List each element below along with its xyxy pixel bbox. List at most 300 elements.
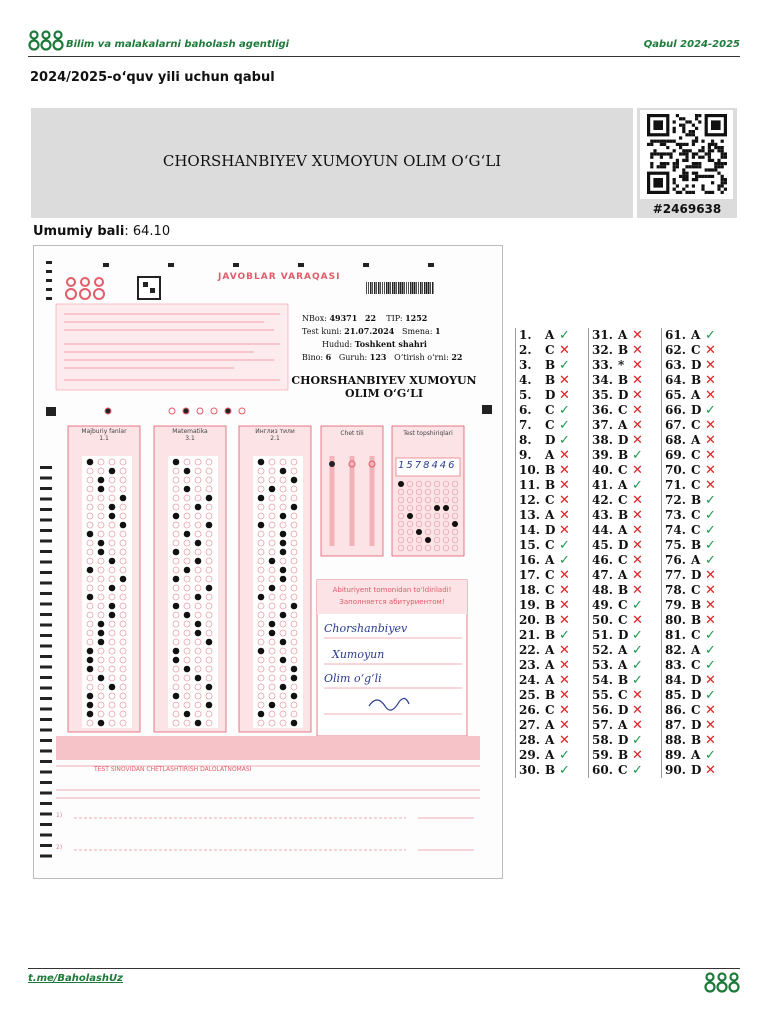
question-number: 32. (592, 343, 613, 357)
question-number: 14. (519, 523, 540, 537)
question-number: 43. (592, 508, 613, 522)
question-number: 72. (665, 493, 686, 507)
answer-letter: C (691, 703, 701, 717)
answer-row (516, 358, 588, 373)
cross-icon: ✕ (705, 388, 716, 403)
check-icon: ✓ (632, 643, 643, 658)
check-icon: ✓ (559, 538, 570, 553)
cross-icon: ✕ (632, 463, 643, 478)
qr-box (637, 108, 737, 218)
answer-letter: C (691, 658, 701, 672)
cross-icon: ✕ (559, 523, 570, 538)
answer-row (662, 763, 734, 778)
answer-row (589, 403, 661, 418)
seat-value: 22 (451, 352, 463, 362)
answer-row (662, 373, 734, 388)
question-number: 19. (519, 598, 540, 612)
cross-icon: ✕ (632, 358, 643, 373)
answer-letter: A (545, 673, 555, 687)
test-date-value: 21.07.2024 (344, 326, 395, 336)
question-number: 84. (665, 673, 686, 687)
question-number: 11. (519, 478, 540, 492)
check-icon: ✓ (705, 403, 716, 418)
cross-icon: ✕ (705, 763, 716, 778)
cross-icon: ✕ (705, 418, 716, 433)
answer-row (589, 343, 661, 358)
cross-icon: ✕ (632, 688, 643, 703)
answer-letter: C (618, 493, 628, 507)
agency-logo-icon (704, 972, 740, 994)
cross-icon: ✕ (705, 433, 716, 448)
check-icon: ✓ (559, 763, 570, 778)
answer-row (662, 463, 734, 478)
answer-row (516, 658, 588, 673)
answer-row (516, 703, 588, 718)
question-number: 51. (592, 628, 613, 642)
agency-name: Bilim va malakalarni baholash agentligi (66, 39, 290, 50)
answer-row (589, 583, 661, 598)
check-icon: ✓ (632, 448, 643, 463)
qr-code-icon (647, 114, 727, 194)
question-number: 39. (592, 448, 613, 462)
question-number: 37. (592, 418, 613, 432)
handwritten-name: Xumoyun (332, 648, 385, 661)
question-number: 59. (592, 748, 613, 762)
answer-row (662, 568, 734, 583)
answer-row (662, 523, 734, 538)
answer-row (662, 748, 734, 763)
question-number: 20. (519, 613, 540, 627)
answer-letter: A (691, 643, 701, 657)
answer-letter: C (691, 523, 701, 537)
variant-digits: 1578446 (398, 460, 457, 471)
question-number: 25. (519, 688, 540, 702)
answer-row (516, 448, 588, 463)
question-number: 69. (665, 448, 686, 462)
question-number: 23. (519, 658, 540, 672)
check-icon: ✓ (705, 658, 716, 673)
question-number: 13. (519, 508, 540, 522)
question-number: 1. (519, 328, 532, 342)
answer-row (589, 598, 661, 613)
answer-letter: A (545, 553, 555, 567)
answer-letter: B (545, 358, 556, 372)
question-number: 75. (665, 538, 686, 552)
answer-letter: D (618, 538, 629, 552)
answer-letter: A (618, 478, 628, 492)
question-number: 82. (665, 643, 686, 657)
cross-icon: ✕ (559, 493, 570, 508)
answer-row (589, 658, 661, 673)
answer-row (589, 523, 661, 538)
answer-row (662, 553, 734, 568)
region-value: Toshkent shahri (354, 339, 427, 349)
check-icon: ✓ (632, 478, 643, 493)
cross-icon: ✕ (632, 568, 643, 583)
answer-row (589, 643, 661, 658)
answer-letter: D (618, 703, 629, 717)
question-number: 48. (592, 583, 613, 597)
question-number: 78. (665, 583, 686, 597)
answer-row (589, 688, 661, 703)
candidate-name-box (31, 108, 633, 218)
tip-value: 1252 (405, 313, 428, 323)
handwritten-patronymic: Olim o‘g‘li (324, 672, 382, 685)
nbox-value: 49371 (329, 313, 358, 323)
answer-letter: B (545, 763, 556, 777)
cross-icon: ✕ (559, 388, 570, 403)
qr-code (640, 110, 733, 199)
answer-row (589, 493, 661, 508)
answer-row (662, 643, 734, 658)
check-icon: ✓ (559, 748, 570, 763)
svg-text:2): 2) (56, 844, 63, 851)
check-icon: ✓ (632, 733, 643, 748)
sheet-title: JAVOBLAR VARAQASI (218, 272, 341, 282)
answer-letter: B (691, 538, 702, 552)
grid1-sub: 1.1 (99, 435, 109, 442)
answer-letter: C (691, 478, 701, 492)
question-number: 57. (592, 718, 613, 732)
session-label: Smena: (402, 327, 433, 336)
answer-letter: B (618, 508, 629, 522)
answer-row (516, 418, 588, 433)
answer-letter: C (545, 403, 555, 417)
variant-header: Test topshiriqlari (403, 430, 453, 437)
cross-icon: ✕ (559, 448, 570, 463)
answer-letter: C (545, 493, 555, 507)
question-number: 58. (592, 733, 613, 747)
answer-letter: C (545, 343, 555, 357)
question-number: 21. (519, 628, 540, 642)
cross-icon: ✕ (705, 343, 716, 358)
answer-letter: D (545, 388, 556, 402)
check-icon: ✓ (705, 553, 716, 568)
answer-row (589, 478, 661, 493)
answer-letter: A (618, 328, 628, 342)
answer-letter: B (545, 478, 556, 492)
question-number: 88. (665, 733, 686, 747)
cross-icon: ✕ (632, 403, 643, 418)
question-number: 9. (519, 448, 532, 462)
cross-icon: ✕ (559, 598, 570, 613)
cross-icon: ✕ (632, 718, 643, 733)
answer-letter: B (545, 688, 556, 702)
answer-row (516, 433, 588, 448)
answer-row (662, 538, 734, 553)
answer-letter: C (545, 418, 555, 432)
answer-letter: B (545, 598, 556, 612)
check-icon: ✓ (705, 523, 716, 538)
answer-letter: A (545, 748, 555, 762)
question-number: 65. (665, 388, 686, 402)
answer-letter: B (691, 373, 702, 387)
question-number: 42. (592, 493, 613, 507)
answer-row (516, 613, 588, 628)
total-score-value: 64.10 (132, 224, 171, 239)
question-number: 18. (519, 583, 540, 597)
answer-letter: D (691, 688, 702, 702)
answer-row (662, 658, 734, 673)
answer-letter: B (545, 463, 556, 477)
confirm-subtitle: Заполняется абитуриентом! (339, 598, 445, 606)
cross-icon: ✕ (559, 688, 570, 703)
question-number: 71. (665, 478, 686, 492)
cross-icon: ✕ (632, 523, 643, 538)
answer-letter: A (545, 508, 555, 522)
answer-sheet-scan (33, 245, 503, 879)
answer-row (662, 613, 734, 628)
answer-letter: C (545, 568, 555, 582)
answer-letter: A (618, 523, 628, 537)
answer-letter: B (545, 373, 556, 387)
question-number: 2. (519, 343, 532, 357)
question-number: 27. (519, 718, 540, 732)
cross-icon: ✕ (705, 718, 716, 733)
answer-letter: B (545, 628, 556, 642)
answer-row (516, 748, 588, 763)
answer-row (662, 448, 734, 463)
answer-letter: C (618, 403, 628, 417)
cross-icon: ✕ (559, 673, 570, 688)
answer-letter: C (545, 703, 555, 717)
session-value: 1 (434, 326, 441, 336)
answer-row (516, 493, 588, 508)
answer-letter: A (545, 733, 555, 747)
nbox-value-2: 22 (364, 313, 377, 323)
nbox-label: NBox: (302, 314, 327, 323)
cross-icon: ✕ (705, 358, 716, 373)
question-number: 77. (665, 568, 686, 582)
total-score: Umumiy bali: 64.10 (33, 224, 171, 239)
answer-row (662, 703, 734, 718)
question-number: 8. (519, 433, 532, 447)
check-icon: ✓ (705, 748, 716, 763)
answer-letter: A (691, 388, 701, 402)
answer-letter: B (691, 733, 702, 747)
telegram-link[interactable]: t.me/BaholashUz (28, 973, 123, 984)
question-number: 33. (592, 358, 613, 372)
cross-icon: ✕ (559, 343, 570, 358)
answer-letter: B (618, 448, 629, 462)
answer-column (515, 328, 588, 778)
cross-icon: ✕ (632, 343, 643, 358)
check-icon: ✓ (559, 328, 570, 343)
region-label: Hudud: (322, 340, 353, 349)
cross-icon: ✕ (559, 703, 570, 718)
question-number: 47. (592, 568, 613, 582)
act-title: TEST SINOVIDAN CHETLASHTIRISH DALOLATNOMASI (94, 766, 252, 773)
question-number: 64. (665, 373, 686, 387)
check-icon: ✓ (559, 403, 570, 418)
seat-label: O‘tirish o‘rni: (394, 353, 449, 362)
answer-row (662, 583, 734, 598)
answer-letter: C (618, 553, 628, 567)
cross-icon: ✕ (705, 463, 716, 478)
answer-letter: D (618, 433, 629, 447)
question-number: 76. (665, 553, 686, 567)
agency-logo-icon (28, 30, 64, 52)
answer-row (516, 373, 588, 388)
answer-column (588, 328, 661, 778)
cross-icon: ✕ (632, 583, 643, 598)
cross-icon: ✕ (632, 703, 643, 718)
answer-row (662, 478, 734, 493)
total-score-label: Umumiy bali (33, 224, 125, 239)
answer-letter: B (691, 493, 702, 507)
cross-icon: ✕ (705, 703, 716, 718)
answer-row (662, 688, 734, 703)
check-icon: ✓ (632, 673, 643, 688)
question-number: 62. (665, 343, 686, 357)
answer-row (662, 418, 734, 433)
answer-row (516, 403, 588, 418)
question-number: 30. (519, 763, 540, 777)
question-number: 54. (592, 673, 613, 687)
check-icon: ✓ (705, 628, 716, 643)
cross-icon: ✕ (632, 418, 643, 433)
answer-letter: C (618, 613, 628, 627)
question-number: 89. (665, 748, 686, 762)
answer-row (516, 688, 588, 703)
cross-icon: ✕ (705, 478, 716, 493)
question-number: 74. (665, 523, 686, 537)
answer-letter: B (618, 583, 629, 597)
question-number: 45. (592, 538, 613, 552)
grid2-title: Matematika (172, 428, 208, 435)
question-number: 28. (519, 733, 540, 747)
cross-icon: ✕ (705, 583, 716, 598)
answer-row (662, 733, 734, 748)
answer-row (589, 463, 661, 478)
cross-icon: ✕ (705, 733, 716, 748)
answer-row (516, 763, 588, 778)
question-number: 5. (519, 388, 532, 402)
question-number: 34. (592, 373, 613, 387)
answer-letter: A (618, 568, 628, 582)
admission-season: Qabul 2024-2025 (643, 39, 740, 50)
answer-letter: B (618, 748, 629, 762)
question-number: 38. (592, 433, 613, 447)
answer-row (589, 718, 661, 733)
question-number: 46. (592, 553, 613, 567)
answer-letter: C (545, 583, 555, 597)
question-number: 56. (592, 703, 613, 717)
answer-row (589, 538, 661, 553)
cross-icon: ✕ (559, 613, 570, 628)
sheet-candidate-name (284, 374, 484, 400)
question-number: 80. (665, 613, 686, 627)
question-number: 26. (519, 703, 540, 717)
cross-icon: ✕ (632, 553, 643, 568)
answer-letter: D (691, 403, 702, 417)
question-number: 79. (665, 598, 686, 612)
answer-letter: D (545, 523, 556, 537)
answer-letter: A (545, 328, 555, 342)
building-value: 6 (325, 352, 332, 362)
answer-column (661, 328, 734, 778)
grid3-title: Инглиз тили (255, 428, 295, 435)
check-icon: ✓ (559, 553, 570, 568)
check-icon: ✓ (632, 628, 643, 643)
answer-row (662, 403, 734, 418)
grid1-header (68, 428, 140, 442)
question-number: 67. (665, 418, 686, 432)
cross-icon: ✕ (632, 373, 643, 388)
answer-row (516, 733, 588, 748)
cross-icon: ✕ (705, 598, 716, 613)
candidate-name: CHORSHANBIYEV XUMOYUN OLIM O‘G‘LI (162, 152, 502, 170)
question-number: 35. (592, 388, 613, 402)
question-number: 68. (665, 433, 686, 447)
answer-row (662, 358, 734, 373)
cross-icon: ✕ (705, 448, 716, 463)
answer-row (662, 328, 734, 343)
grid3-sub: 2.1 (270, 435, 280, 442)
answer-letter: C (691, 343, 701, 357)
answer-row (589, 373, 661, 388)
answer-letter: A (691, 748, 701, 762)
question-number: 55. (592, 688, 613, 702)
foreign-language-header: Chet tili (340, 430, 364, 437)
answer-letter: A (691, 433, 701, 447)
answer-letter: C (691, 418, 701, 432)
answer-row (589, 418, 661, 433)
check-icon: ✓ (705, 508, 716, 523)
answer-letter: * (618, 358, 625, 372)
answer-letter: B (691, 598, 702, 612)
sheet-name-line-1: CHORSHANBIYEV XUMOYUN (291, 374, 477, 387)
answer-letter: A (691, 328, 701, 342)
grid2-header (154, 428, 226, 442)
question-number: 10. (519, 463, 540, 477)
confirm-title: Abituriyent tomonidan to‘ldiriladi! (332, 586, 452, 594)
question-number: 6. (519, 403, 532, 417)
check-icon: ✓ (632, 658, 643, 673)
cross-icon: ✕ (705, 673, 716, 688)
answer-letter: B (618, 673, 629, 687)
answer-row (662, 493, 734, 508)
question-number: 7. (519, 418, 532, 432)
answer-letter: B (691, 613, 702, 627)
answer-row (516, 508, 588, 523)
answer-letter: C (618, 763, 628, 777)
cross-icon: ✕ (559, 643, 570, 658)
cross-icon: ✕ (559, 463, 570, 478)
answer-row (589, 568, 661, 583)
answer-row (516, 538, 588, 553)
answer-letter: C (691, 448, 701, 462)
answer-letter: A (618, 643, 628, 657)
question-number: 83. (665, 658, 686, 672)
answer-row (516, 343, 588, 358)
cross-icon: ✕ (705, 373, 716, 388)
check-icon: ✓ (559, 418, 570, 433)
answer-row (589, 733, 661, 748)
cross-icon: ✕ (559, 718, 570, 733)
answer-row (589, 433, 661, 448)
answer-row (589, 763, 661, 778)
answer-row (516, 388, 588, 403)
answer-row (589, 508, 661, 523)
check-icon: ✓ (705, 493, 716, 508)
answer-row (516, 583, 588, 598)
question-number: 50. (592, 613, 613, 627)
answer-letter: D (691, 763, 702, 777)
cross-icon: ✕ (559, 478, 570, 493)
question-number: 29. (519, 748, 540, 762)
answer-row (662, 718, 734, 733)
